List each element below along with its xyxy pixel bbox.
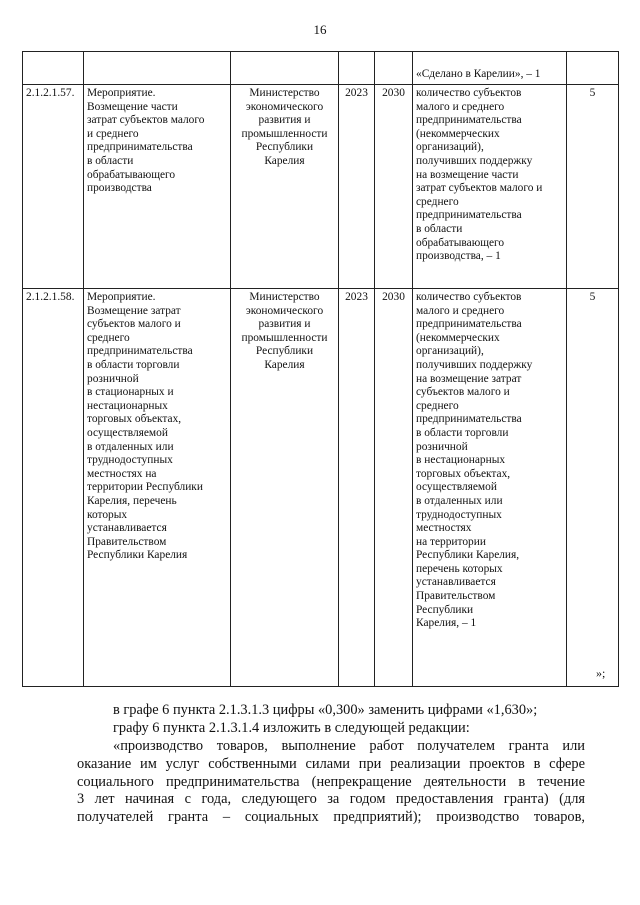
org-line: развития и [258, 318, 311, 331]
item-number: 2.1.2.1.58. [26, 291, 75, 303]
indicator-line: устанавливается [416, 576, 496, 589]
indicator-line: торговых объектах, [416, 467, 511, 480]
org-line: Республики [255, 141, 314, 154]
indicator-line: Карелия, – 1 [416, 617, 477, 630]
org-line: промышленности [241, 331, 328, 344]
indicator-line: предпринимательства [416, 114, 522, 127]
year-start: 2023 [345, 291, 368, 303]
org-line: Карелия [264, 154, 305, 167]
name-line: торговых объектах, [87, 413, 182, 426]
indicator-line: предпринимательства [416, 318, 522, 331]
cell-year-end [375, 85, 413, 289]
cell-value [567, 52, 619, 85]
indicator-value: 5 [589, 87, 596, 99]
indicator-line: осуществляемой [416, 481, 497, 494]
cell-value [567, 289, 619, 687]
cell-name [84, 289, 231, 687]
paragraph-line: «производство товаров, выполнение работ получателем гранта или [113, 738, 585, 754]
name-line: Карелия, перечень [87, 494, 177, 507]
name-line: Республики Карелия [87, 549, 188, 562]
table-row-continuation [23, 52, 619, 85]
table-row [23, 289, 619, 687]
name-line: и среднего [87, 127, 139, 140]
name-line: в стационарных и [87, 386, 174, 399]
name-line: в области [87, 154, 134, 167]
name-line: розничной [87, 372, 139, 385]
name-line: которых [87, 508, 128, 521]
indicator-line: перечень которых [416, 562, 503, 575]
cell-indicator [413, 52, 567, 85]
indicator-line: организаций), [416, 141, 484, 154]
name-line: территории Республики [87, 481, 203, 494]
cell-name [84, 85, 231, 289]
indicator-line: в отдаленных или [416, 494, 503, 507]
name-line: Правительством [87, 535, 167, 548]
cell-name [84, 52, 231, 85]
year-start: 2023 [345, 87, 368, 99]
org-line: экономического [245, 304, 324, 317]
name-line: субъектов малого и [87, 318, 181, 331]
name-line: Мероприятие. [87, 291, 156, 303]
page-number: 16 [313, 22, 327, 37]
cell-year-end [375, 52, 413, 85]
indicator-line: (некоммерческих [416, 331, 500, 344]
name-line: устанавливается [87, 522, 167, 535]
indicator-line: на территории [416, 535, 486, 548]
name-line: Мероприятие. [87, 87, 156, 99]
org-line: Министерство [249, 291, 320, 303]
indicator-line: Республики Карелия, [416, 549, 520, 562]
amendment-paragraph-2: графу 6 пункта 2.1.3.1.4 изложить в следующей редакции: [113, 720, 470, 736]
cell-value [567, 85, 619, 289]
name-line: в области торговли [87, 358, 180, 371]
indicator-line: труднодоступных [416, 508, 502, 521]
year-end: 2030 [382, 87, 405, 99]
item-number: 2.1.2.1.57. [26, 87, 75, 99]
name-line: среднего [87, 331, 130, 344]
indicator-line: в нестационарных [416, 454, 506, 467]
name-line: Возмещение затрат [87, 304, 181, 317]
indicator-line: в области [416, 222, 463, 235]
indicator-line: производства, – 1 [416, 250, 501, 263]
indicator-line: получивших поддержку [416, 358, 533, 371]
org-line: Карелия [264, 358, 305, 371]
org-line: промышленности [241, 127, 328, 140]
indicator-line: (некоммерческих [416, 127, 500, 140]
indicator-line: Правительством [416, 590, 496, 603]
indicator-line: в области торговли [416, 426, 509, 439]
indicator-line: организаций), [416, 345, 484, 358]
indicator-line: малого и среднего [416, 304, 505, 317]
activities-table [22, 51, 619, 687]
name-line: нестационарных [87, 399, 168, 412]
indicator-line: затрат субъектов малого и [416, 182, 543, 195]
indicator-line: Республики [416, 603, 474, 616]
cell-indicator [413, 85, 567, 289]
cell-number [23, 289, 84, 687]
name-line: предпринимательства [87, 141, 193, 154]
cell-number [23, 52, 84, 85]
cell-year-end [375, 289, 413, 687]
cell-year-start [339, 52, 375, 85]
org-line: экономического [245, 100, 324, 113]
indicator-line: местностях [416, 522, 472, 535]
indicator-line: количество субъектов [416, 291, 522, 303]
indicator-line: среднего [416, 399, 459, 412]
paragraph-line: получателей гранта – социальных предприятий); производство товаров, [77, 809, 585, 826]
cell-number [23, 85, 84, 289]
cell-org [231, 289, 339, 687]
indicator-line: получивших поддержку [416, 154, 533, 167]
cell-org [231, 85, 339, 289]
closing-quote-mark: »; [596, 666, 606, 680]
amendment-paragraph-1: в графе 6 пункта 2.1.3.1.3 цифры «0,300» заменить цифрами «1,630»; [113, 702, 538, 718]
indicator-line: на возмещение части [416, 168, 519, 181]
paragraph-line: 3 лет начиная с года, следующего за годом предоставления гранта) (для [77, 791, 585, 808]
name-line: предпринимательства [87, 345, 193, 358]
cell-year-start [339, 85, 375, 289]
indicator-text: «Сделано в Карелии», – 1 [416, 68, 541, 81]
indicator-line: обрабатывающего [416, 236, 505, 249]
cell-year-start [339, 289, 375, 687]
indicator-line: на возмещение затрат [416, 372, 522, 385]
org-line: Республики [255, 345, 314, 358]
cell-indicator [413, 289, 567, 687]
indicator-line: предпринимательства [416, 209, 522, 222]
cell-org [231, 52, 339, 85]
table-row [23, 85, 619, 289]
name-line: осуществляемой [87, 426, 168, 439]
indicator-value: 5 [589, 291, 596, 303]
org-line: развития и [258, 114, 311, 127]
name-line: обрабатывающего [87, 168, 176, 181]
name-line: труднодоступных [87, 454, 173, 467]
indicator-line: количество субъектов [416, 87, 522, 99]
indicator-line: среднего [416, 195, 459, 208]
paragraph-line: социального предпринимательства (непрекращение деятельности в течение [77, 773, 585, 790]
indicator-line: малого и среднего [416, 100, 505, 113]
year-end: 2030 [382, 291, 405, 303]
name-line: в отдаленных или [87, 440, 174, 453]
indicator-line: предпринимательства [416, 413, 522, 426]
org-line: Министерство [249, 87, 320, 99]
name-line: производства [87, 182, 152, 195]
paragraph-line: оказание им услуг собственными силами при реализации проектов в сфере [77, 755, 585, 772]
amendment-paragraph-3 [77, 738, 585, 827]
name-line: затрат субъектов малого [87, 114, 205, 127]
name-line: Возмещение части [87, 100, 178, 113]
indicator-line: субъектов малого и [416, 386, 510, 399]
name-line: местностях на [87, 467, 157, 480]
indicator-line: розничной [416, 440, 468, 453]
